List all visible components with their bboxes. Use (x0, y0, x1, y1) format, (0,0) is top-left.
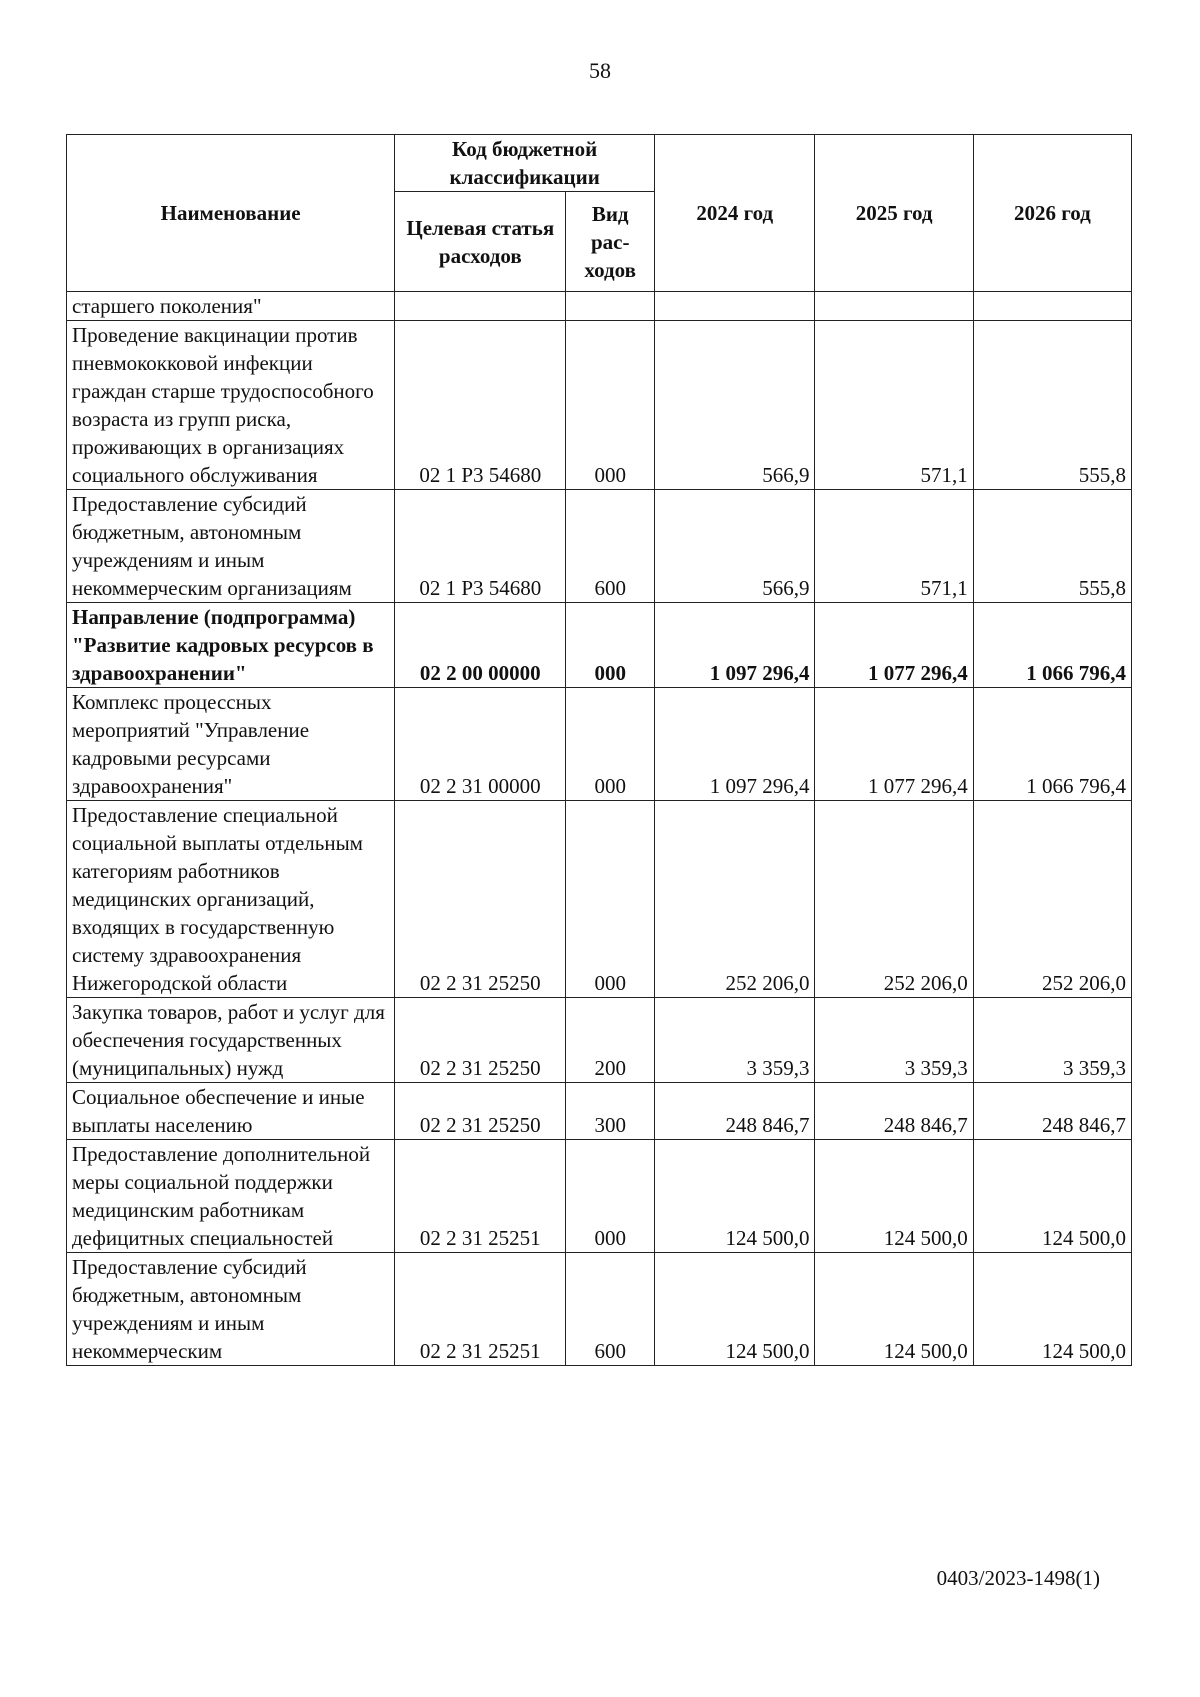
cell-2026: 124 500,0 (973, 1140, 1131, 1253)
cell-target-article (395, 292, 566, 321)
table-row (67, 998, 1132, 1083)
cell-expense-kind (566, 292, 655, 321)
table-row (67, 1083, 1132, 1140)
cell-2026: 3 359,3 (973, 998, 1131, 1083)
cell-target-article: 02 2 31 25250 (395, 801, 566, 998)
cell-2025: 248 846,7 (815, 1083, 973, 1140)
cell-2026: 555,8 (973, 490, 1131, 603)
cell-name: Направление (подпрограмма) "Развитие кадровых ресурсов в здравоохранении" (67, 603, 395, 688)
cell-name: Проведение вакцинации против пневмококковой инфекции граждан старше трудоспособного возраста из групп риска, проживающих в организациях социального обслуживания (67, 321, 395, 490)
cell-target-article: 02 2 31 25251 (395, 1140, 566, 1253)
page-number: 58 (589, 58, 611, 83)
cell-2025: 1 077 296,4 (815, 688, 973, 801)
cell-2024: 566,9 (655, 490, 815, 603)
cell-2026: 1 066 796,4 (973, 688, 1131, 801)
cell-2026: 555,8 (973, 321, 1131, 490)
cell-name: Комплекс процессных мероприятий "Управление кадровыми ресурсами здравоохранения" (67, 688, 395, 801)
cell-expense-kind: 200 (566, 998, 655, 1083)
cell-name: Предоставление субсидий бюджетным, автономным учреждениям и иным некоммерческим организациям (67, 490, 395, 603)
cell-expense-kind: 000 (566, 603, 655, 688)
header-code-group: Код бюджетной классификации (395, 135, 655, 192)
cell-expense-kind: 300 (566, 1083, 655, 1140)
cell-target-article: 02 1 Р3 54680 (395, 490, 566, 603)
cell-name: старшего поколения" (67, 292, 395, 321)
cell-2025 (815, 292, 973, 321)
cell-2025: 124 500,0 (815, 1253, 973, 1366)
cell-2024: 248 846,7 (655, 1083, 815, 1140)
cell-name: Предоставление субсидий бюджетным, автономным учреждениям и иным некоммерческим (67, 1253, 395, 1366)
cell-2024: 124 500,0 (655, 1253, 815, 1366)
cell-name: Закупка товаров, работ и услуг для обеспечения государственных (муниципальных) нужд (67, 998, 395, 1083)
header-2026: 2026 год (973, 135, 1131, 292)
cell-2025: 571,1 (815, 490, 973, 603)
cell-2026: 1 066 796,4 (973, 603, 1131, 688)
cell-2026: 252 206,0 (973, 801, 1131, 998)
cell-target-article: 02 1 Р3 54680 (395, 321, 566, 490)
cell-expense-kind: 000 (566, 688, 655, 801)
cell-2024: 124 500,0 (655, 1140, 815, 1253)
cell-2024: 1 097 296,4 (655, 688, 815, 801)
cell-target-article: 02 2 31 25251 (395, 1253, 566, 1366)
cell-expense-kind: 000 (566, 801, 655, 998)
cell-2026 (973, 292, 1131, 321)
cell-target-article: 02 2 31 25250 (395, 998, 566, 1083)
cell-name: Предоставление специальной социальной выплаты отдельным категориям работников медицинских организаций, входящих в государственную систему здравоохранения Нижегородской области (67, 801, 395, 998)
cell-name: Социальное обеспечение и иные выплаты населению (67, 1083, 395, 1140)
cell-2025: 1 077 296,4 (815, 603, 973, 688)
cell-2024: 566,9 (655, 321, 815, 490)
header-name: Наименование (67, 135, 395, 292)
table-row (67, 490, 1132, 603)
header-2025: 2025 год (815, 135, 973, 292)
document-number: 0403/2023-1498(1) (936, 1566, 1100, 1590)
cell-2025: 252 206,0 (815, 801, 973, 998)
cell-expense-kind: 000 (566, 1140, 655, 1253)
table-row (67, 801, 1132, 998)
cell-expense-kind: 000 (566, 321, 655, 490)
cell-2026: 248 846,7 (973, 1083, 1131, 1140)
cell-2025: 571,1 (815, 321, 973, 490)
budget-table (66, 134, 1132, 1366)
cell-2024: 1 097 296,4 (655, 603, 815, 688)
cell-2026: 124 500,0 (973, 1253, 1131, 1366)
cell-2025: 124 500,0 (815, 1140, 973, 1253)
cell-2024 (655, 292, 815, 321)
table-row (67, 1140, 1132, 1253)
cell-2024: 252 206,0 (655, 801, 815, 998)
table-row (67, 1253, 1132, 1366)
table-row (67, 603, 1132, 688)
header-expense-kind: Вид рас-ходов (566, 192, 655, 292)
cell-target-article: 02 2 00 00000 (395, 603, 566, 688)
table-row (67, 292, 1132, 321)
table-row (67, 321, 1132, 490)
cell-target-article: 02 2 31 00000 (395, 688, 566, 801)
cell-2024: 3 359,3 (655, 998, 815, 1083)
cell-expense-kind: 600 (566, 1253, 655, 1366)
cell-expense-kind: 600 (566, 490, 655, 603)
header-2024: 2024 год (655, 135, 815, 292)
cell-target-article: 02 2 31 25250 (395, 1083, 566, 1140)
cell-2025: 3 359,3 (815, 998, 973, 1083)
table-row (67, 688, 1132, 801)
header-target-article: Целевая статья расходов (395, 192, 566, 292)
cell-name: Предоставление дополнительной меры социальной поддержки медицинским работникам дефицитных специальностей (67, 1140, 395, 1253)
